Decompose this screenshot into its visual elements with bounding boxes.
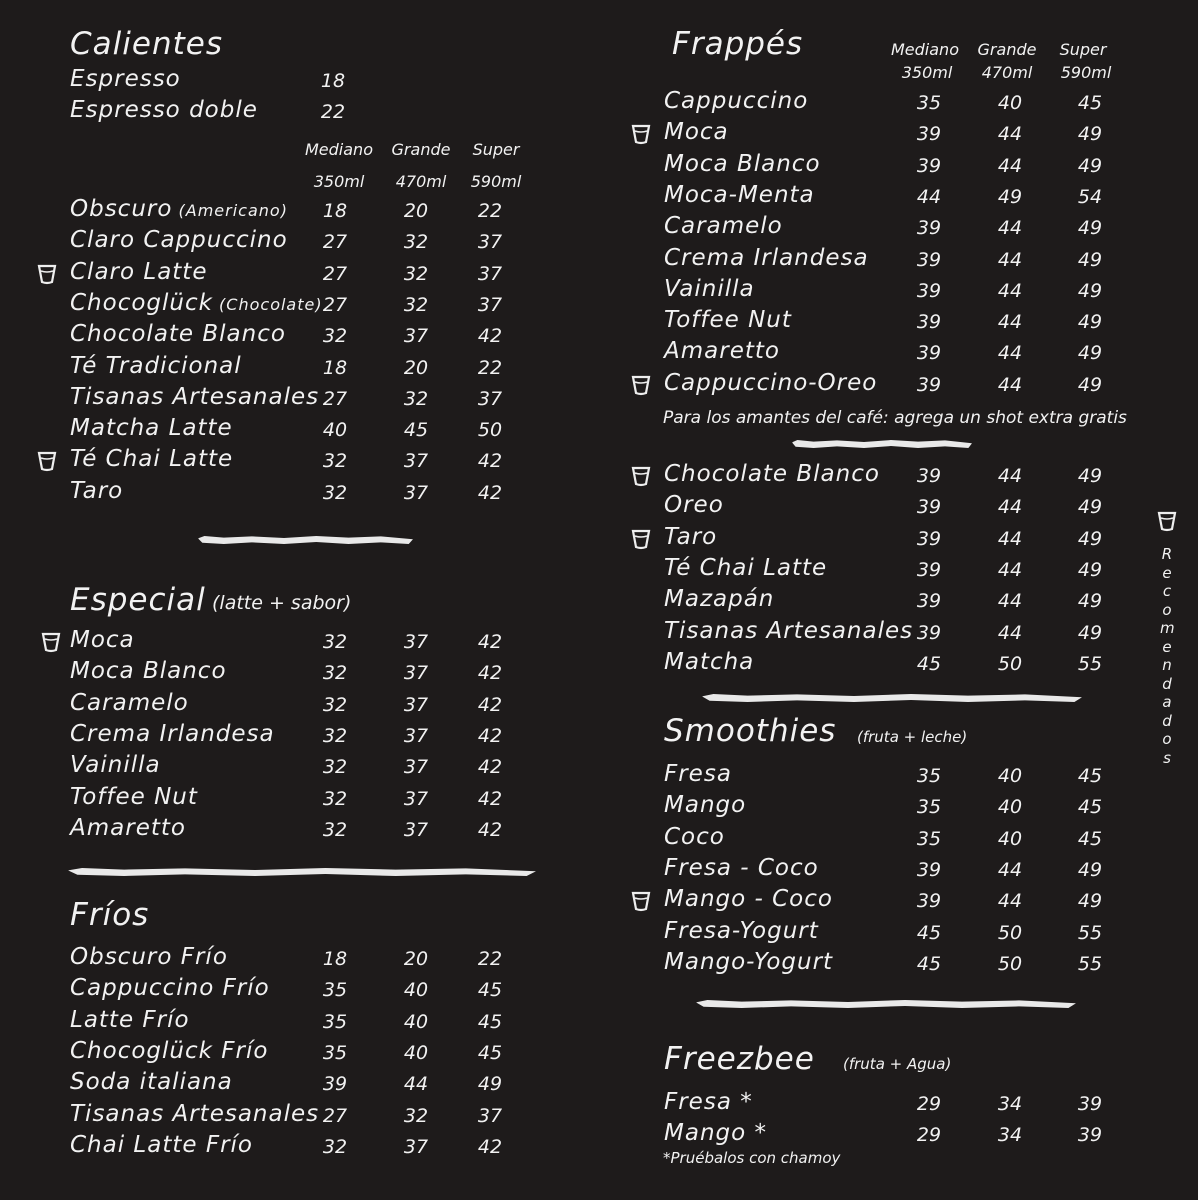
menu-item-note: (Americano)	[172, 201, 288, 220]
menu-item-price: 44	[997, 590, 1023, 613]
menu-item-price: 49	[1077, 465, 1103, 487]
menu-item-price: 45	[916, 952, 942, 975]
menu-item-price: 44	[997, 217, 1023, 240]
menu-item-price: 54	[1077, 185, 1103, 208]
menu-item-price: 44	[403, 1073, 429, 1096]
menu-item-price: 39	[916, 890, 942, 913]
section-subtitle-especial: (latte + sabor)	[212, 592, 352, 614]
menu-item-name: Chocolate Blanco	[664, 461, 880, 487]
menu-item-price: 18	[320, 70, 346, 92]
section-subtitle-smoothies: (fruta + leche)	[857, 728, 968, 746]
menu-item-price: 32	[322, 481, 348, 504]
column-size: 350ml	[313, 172, 365, 191]
section-title-freezbee: Freezbee	[664, 1041, 815, 1077]
menu-item-price: 40	[403, 979, 429, 1002]
menu-item-price: 45	[916, 921, 942, 944]
column-header: Grande	[391, 140, 451, 159]
cup-icon	[1156, 508, 1178, 532]
menu-item-price: 27	[322, 293, 348, 316]
menu-item-price: 37	[477, 293, 503, 316]
menu-item-name: Toffee Nut	[70, 783, 198, 810]
menu-item-name: Moca	[70, 627, 135, 653]
menu-item-price: 27	[322, 262, 348, 285]
menu-item-price: 39	[916, 527, 942, 550]
menu-item-price: 37	[403, 481, 429, 504]
menu-item-price: 39	[916, 217, 942, 240]
column-size: 470ml	[981, 63, 1033, 82]
section-title-calientes: Calientes	[70, 26, 223, 62]
menu-item-price: 49	[1077, 311, 1103, 334]
menu-item-name: Moca-Menta	[664, 181, 815, 208]
legend-recomendados: R e c o m e n d a d o s	[1160, 545, 1175, 767]
menu-item-price: 44	[997, 558, 1023, 581]
chalk-divider	[198, 536, 413, 544]
menu-item-price: 49	[1077, 527, 1103, 550]
menu-item-price: 35	[916, 92, 942, 114]
menu-item-name: Oreo	[664, 492, 724, 519]
menu-item-name: Moca Blanco	[664, 150, 821, 177]
menu-item-price: 44	[997, 154, 1023, 177]
menu-item-price: 45	[403, 419, 429, 442]
menu-item-price: 32	[322, 756, 348, 779]
chalk-divider	[696, 1000, 1076, 1008]
menu-item-price: 44	[997, 527, 1023, 550]
cup-icon	[630, 372, 652, 396]
menu-item-name: Fresa - Coco	[664, 854, 819, 881]
menu-item-price: 44	[997, 858, 1023, 881]
menu-item-name: Fresa *	[664, 1089, 753, 1115]
freezbee-note: *Pruébalos con chamoy	[663, 1149, 841, 1167]
menu-item-price: 39	[916, 558, 942, 581]
menu-item-price: 37	[403, 1135, 429, 1158]
menu-item-price: 49	[1077, 123, 1103, 146]
menu-item-price: 55	[1077, 952, 1103, 975]
menu-item-price: 18	[322, 356, 348, 379]
menu-item-price: 37	[477, 1104, 503, 1127]
menu-item-price: 34	[997, 1093, 1023, 1115]
menu-item-price: 50	[997, 921, 1023, 944]
menu-item-price: 40	[322, 419, 348, 442]
menu-item-name: Vainilla	[664, 275, 755, 302]
chalk-divider	[68, 868, 536, 876]
menu-item-price: 49	[1077, 590, 1103, 613]
menu-item-price: 44	[997, 248, 1023, 271]
menu-item-name: Cappuccino	[664, 88, 809, 114]
menu-item-price: 39	[1077, 1124, 1103, 1147]
menu-item-price: 42	[477, 693, 503, 716]
menu-item-price: 49	[1077, 279, 1103, 302]
menu-item-name: Amaretto	[70, 814, 186, 841]
menu-item-price: 32	[322, 1135, 348, 1158]
cup-icon	[36, 448, 58, 472]
menu-item-price: 42	[477, 756, 503, 779]
cup-icon	[630, 121, 652, 145]
menu-item-price: 37	[477, 387, 503, 410]
menu-item-price: 44	[997, 496, 1023, 519]
cup-icon	[630, 526, 652, 550]
menu-item-price: 20	[403, 948, 429, 970]
menu-item-price: 42	[477, 481, 503, 504]
menu-item-price: 32	[403, 293, 429, 316]
menu-item-price: 39	[916, 590, 942, 613]
menu-item-price: 44	[997, 123, 1023, 146]
menu-item-price: 40	[403, 1041, 429, 1064]
menu-item-name: Chocoglück (Chocolate)	[70, 289, 323, 316]
menu-item-price: 39	[916, 342, 942, 365]
menu-item-price: 39	[916, 279, 942, 302]
menu-item-name: Chocolate Blanco	[70, 321, 286, 348]
menu-item-price: 42	[477, 450, 503, 473]
column-header: Mediano	[891, 40, 959, 59]
menu-item-price: 44	[997, 465, 1023, 487]
menu-item-price: 18	[322, 200, 348, 222]
menu-item-price: 40	[997, 765, 1023, 787]
cup-icon	[40, 629, 62, 653]
column-size: 470ml	[395, 172, 447, 191]
menu-item-name: Caramelo	[70, 689, 189, 716]
cup-icon	[630, 888, 652, 912]
menu-item-name: Chocoglück Frío	[70, 1037, 269, 1064]
menu-item-price: 20	[403, 356, 429, 379]
menu-item-price: 27	[322, 1104, 348, 1127]
menu-item-price: 29	[916, 1124, 942, 1147]
menu-item-name: Claro Latte	[70, 258, 208, 285]
column-header: Mediano	[305, 140, 373, 159]
menu-item-price: 22	[477, 356, 503, 379]
menu-item-price: 49	[997, 185, 1023, 208]
menu-item-name: Fresa-Yogurt	[664, 917, 819, 944]
menu-item-name: Cappuccino-Oreo	[664, 369, 878, 396]
menu-item-price: 45	[1077, 765, 1103, 787]
menu-item-name: Claro Cappuccino	[70, 227, 288, 254]
menu-item-price: 35	[916, 765, 942, 787]
menu-item-price: 37	[477, 262, 503, 285]
menu-item-price: 35	[322, 979, 348, 1002]
menu-item-name: Moca Blanco	[70, 658, 227, 685]
menu-item-price: 49	[1077, 342, 1103, 365]
menu-item-price: 32	[403, 1104, 429, 1127]
menu-item-name: Taro	[664, 523, 718, 550]
column-header: Super	[1059, 40, 1107, 59]
menu-item-price: 40	[403, 1010, 429, 1033]
menu-item-price: 49	[1077, 496, 1103, 519]
menu-item-price: 44	[997, 311, 1023, 334]
menu-item-price: 42	[477, 787, 503, 810]
menu-item-price: 44	[997, 279, 1023, 302]
menu-item-price: 35	[916, 796, 942, 819]
menu-item-price: 20	[403, 200, 429, 222]
menu-item-price: 50	[477, 419, 503, 442]
menu-item-price: 44	[997, 373, 1023, 396]
menu-item-name: Soda italiana	[70, 1069, 233, 1096]
menu-item-price: 22	[477, 948, 503, 970]
section-title-frios: Fríos	[70, 897, 150, 933]
menu-item-price: 37	[403, 693, 429, 716]
menu-item-price: 32	[403, 387, 429, 410]
menu-item-price: 45	[1077, 827, 1103, 850]
menu-item-name: Matcha Latte	[70, 415, 233, 442]
menu-item-price: 50	[997, 952, 1023, 975]
menu-item-name: Tisanas Artesanales	[664, 617, 914, 644]
menu-item-price: 32	[322, 787, 348, 810]
menu-item-price: 40	[997, 827, 1023, 850]
menu-item-price: 40	[997, 92, 1023, 114]
menu-item-price: 45	[477, 1010, 503, 1033]
menu-item-price: 32	[322, 631, 348, 653]
menu-item-price: 39	[916, 621, 942, 644]
menu-item-name: Tisanas Artesanales	[70, 383, 320, 410]
menu-item-price: 37	[403, 450, 429, 473]
menu-item-price: 39	[1077, 1093, 1103, 1115]
menu-item-price: 32	[322, 724, 348, 747]
menu-item-price: 22	[477, 200, 503, 222]
menu-item-price: 45	[916, 652, 942, 675]
menu-item-name: Espresso doble	[70, 97, 258, 123]
menu-item-name: Matcha	[664, 648, 755, 675]
menu-item-price: 32	[322, 818, 348, 841]
menu-item-price: 32	[322, 693, 348, 716]
menu-item-price: 42	[477, 631, 503, 653]
menu-item-price: 49	[1077, 373, 1103, 396]
section-title-frappes: Frappés	[672, 26, 804, 62]
menu-item-name: Chai Latte Frío	[70, 1131, 253, 1158]
menu-item-price: 49	[1077, 890, 1103, 913]
menu-item-name: Mango-Yogurt	[664, 948, 834, 975]
menu-item-price: 37	[403, 818, 429, 841]
menu-item-price: 37	[403, 325, 429, 348]
menu-item-price: 44	[997, 621, 1023, 644]
menu-item-price: 32	[322, 450, 348, 473]
menu-item-name: Crema Irlandesa	[70, 720, 275, 747]
menu-item-price: 29	[916, 1093, 942, 1115]
menu-item-name: Tisanas Artesanales	[70, 1100, 320, 1127]
menu-item-price: 50	[997, 652, 1023, 675]
menu-item-price: 42	[477, 662, 503, 685]
menu-item-price: 35	[322, 1010, 348, 1033]
menu-item-price: 39	[916, 154, 942, 177]
menu-item-name: Fresa	[664, 761, 732, 787]
menu-item-price: 55	[1077, 921, 1103, 944]
menu-item-price: 42	[477, 818, 503, 841]
menu-item-price: 49	[1077, 248, 1103, 271]
menu-item-price: 18	[322, 948, 348, 970]
cup-icon	[630, 463, 652, 487]
column-size: 350ml	[901, 63, 953, 82]
menu-item-name: Amaretto	[664, 338, 780, 365]
menu-item-price: 37	[403, 756, 429, 779]
menu-item-price: 35	[322, 1041, 348, 1064]
column-header: Grande	[977, 40, 1037, 59]
chalk-divider	[792, 440, 972, 448]
menu-item-price: 45	[1077, 92, 1103, 114]
menu-item-price: 42	[477, 325, 503, 348]
menu-item-price: 49	[1077, 154, 1103, 177]
menu-item-price: 37	[477, 231, 503, 254]
menu-item-price: 39	[916, 496, 942, 519]
menu-item-price: 39	[916, 311, 942, 334]
menu-item-price: 45	[1077, 796, 1103, 819]
menu-item-price: 49	[477, 1073, 503, 1096]
menu-item-price: 49	[1077, 558, 1103, 581]
menu-item-price: 35	[916, 827, 942, 850]
menu-item-price: 44	[997, 342, 1023, 365]
menu-item-price: 39	[916, 858, 942, 881]
menu-item-price: 37	[403, 724, 429, 747]
menu-item-price: 55	[1077, 652, 1103, 675]
menu-item-name: Mango *	[664, 1120, 767, 1147]
menu-item-name: Cappuccino Frío	[70, 975, 270, 1002]
menu-item-price: 45	[477, 1041, 503, 1064]
menu-item-price: 39	[916, 123, 942, 146]
menu-item-name: Coco	[664, 823, 725, 850]
menu-item-price: 37	[403, 662, 429, 685]
menu-item-name: Mango	[664, 792, 747, 819]
menu-item-price: 49	[1077, 621, 1103, 644]
menu-item-name: Té Chai Latte	[70, 446, 234, 473]
chalk-divider	[702, 694, 1082, 702]
menu-item-price: 34	[997, 1124, 1023, 1147]
menu-item-price: 39	[916, 465, 942, 487]
section-subtitle-freezbee: (fruta + Agua)	[843, 1055, 952, 1073]
cup-icon	[36, 261, 58, 285]
menu-item-price: 40	[997, 796, 1023, 819]
column-size: 590ml	[470, 172, 522, 191]
menu-item-price: 45	[477, 979, 503, 1002]
menu-item-name: Espresso	[70, 66, 181, 92]
column-header: Super	[472, 140, 520, 159]
menu-item-price: 39	[322, 1073, 348, 1096]
menu-item-price: 32	[322, 662, 348, 685]
section-title-smoothies: Smoothies	[664, 713, 837, 749]
menu-item-name: Moca	[664, 119, 729, 146]
menu-item-note: (Chocolate)	[212, 294, 323, 314]
menu-item-name: Crema Irlandesa	[664, 244, 869, 271]
menu-item-price: 32	[322, 325, 348, 348]
column-size: 590ml	[1060, 63, 1112, 82]
menu-item-name: Mazapán	[664, 586, 775, 613]
menu-item-price: 42	[477, 1135, 503, 1158]
menu-item-name: Vainilla	[70, 752, 161, 779]
menu-item-price: 37	[403, 787, 429, 810]
menu-item-price: 37	[403, 631, 429, 653]
section-title-especial: Especial	[70, 582, 206, 618]
menu-item-price: 32	[403, 262, 429, 285]
menu-item-price: 44	[997, 890, 1023, 913]
menu-item-price: 39	[916, 248, 942, 271]
menu-item-name: Obscuro Frío	[70, 944, 228, 970]
menu-item-price: 27	[322, 387, 348, 410]
menu-item-price: 27	[322, 231, 348, 254]
frappes-note: Para los amantes del café: agrega un shot extra gratis	[663, 408, 1127, 428]
menu-item-name: Toffee Nut	[664, 307, 792, 334]
menu-item-price: 22	[320, 101, 346, 123]
menu-item-name: Té Chai Latte	[664, 554, 828, 581]
menu-item-name: Taro	[70, 477, 124, 504]
menu-item-price: 49	[1077, 217, 1103, 240]
menu-item-price: 42	[477, 724, 503, 747]
menu-item-name: Mango - Coco	[664, 886, 833, 913]
menu-item-name: Obscuro (Americano)	[70, 196, 288, 222]
menu-item-name: Caramelo	[664, 213, 783, 240]
menu-item-price: 49	[1077, 858, 1103, 881]
menu-item-price: 44	[916, 185, 942, 208]
menu-item-price: 32	[403, 231, 429, 254]
menu-item-price: 39	[916, 373, 942, 396]
menu-item-name: Té Tradicional	[70, 352, 242, 379]
menu-item-name: Latte Frío	[70, 1006, 190, 1033]
